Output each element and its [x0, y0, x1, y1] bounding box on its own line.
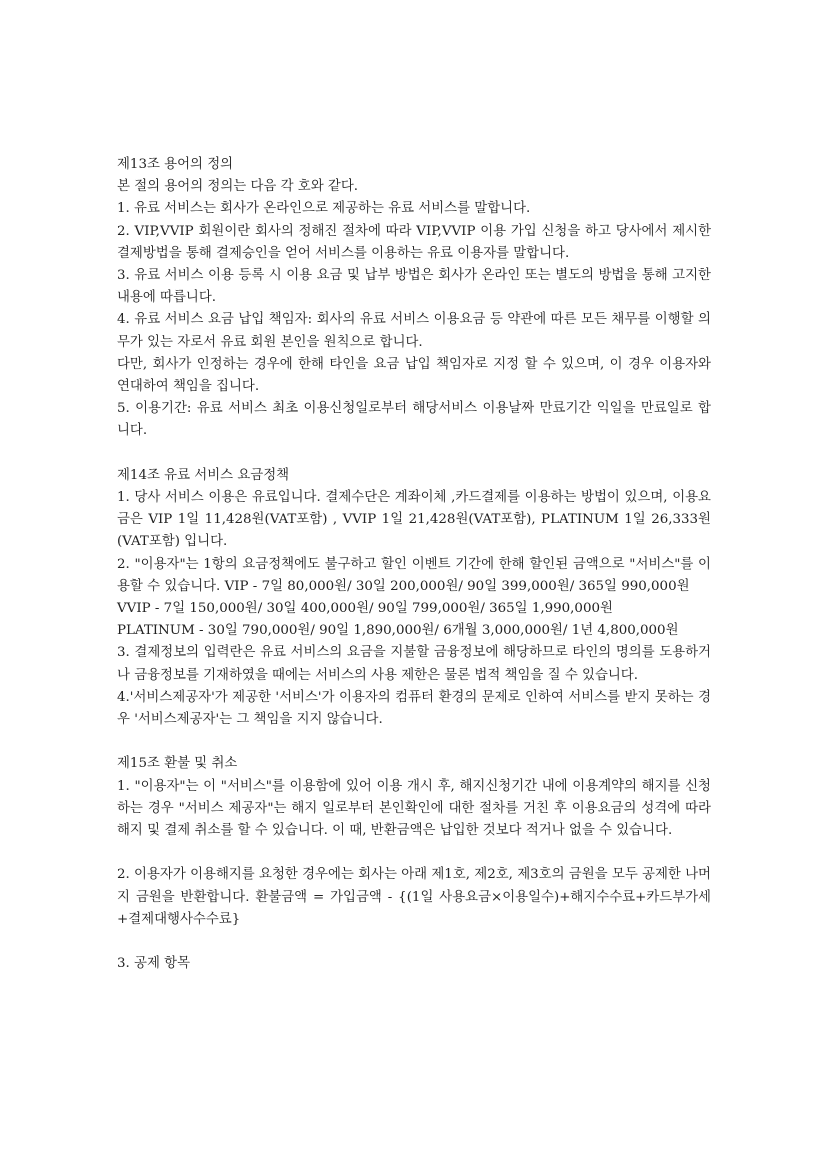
article-13-item-1: 1. 유료 서비스는 회사가 온라인으로 제공하는 유료 서비스를 말합니다. [117, 201, 531, 217]
article-14-item-3: 3. 결제정보의 입력란은 유료 서비스의 요금을 지불할 금융정보에 해당하므로 타인의 명의를 도용하거나 금융정보를 기재하였을 때에는 서비스의 사용 제한은 물론 법적 책임을 질 수 있습니다. [117, 645, 711, 683]
article-14-item-1: 1. 당사 서비스 이용은 유료입니다. 결제수단은 계좌이체 ,카드결제를 이용하는 방법이 있으며, 이용요금은 VIP 1일 11,428원(VAT포함) , VVIP 1일 21,428원(VAT포함), PLATINUM 1일 26,333원(VAT포함) 입니다. [117, 490, 711, 550]
paragraph-spacer [117, 842, 711, 864]
article-13-item-4: 4. 유료 서비스 요금 납입 책임자: 회사의 유료 서비스 이용요금 등 약관에 따른 모든 채무를 이행할 의무가 있는 자로서 유료 회원 본인을 원칙으로 합니다. [117, 312, 711, 350]
article-15-item-3: 3. 공제 항목 [117, 956, 191, 972]
article-15-item-1: 1. "이용자"는 이 "서비스"를 이용함에 있어 이용 개시 후, 해지신청기간 내에 이용계약의 해지를 신청하는 경우 "서비스 제공자"는 해지 일로부터 본인확인에 대한 절차를 거친 후 이용요금의 성격에 따라 해지 및 결제 취소를 할 수 있습니다. 이 때, 반환금액은 납입한 것보다 적거나 없을 수 있습니다. [117, 778, 711, 839]
article-13-item-2: 2. VIP,VVIP 회원이란 회사의 정해진 절차에 따라 VIP,VVIP 이용 가입 신청을 하고 당사에서 제시한 결제방법을 통해 결제승인을 얻어 서비스를 이용하는 유료 이용자를 말합니다. [117, 223, 711, 261]
document-page [117, 154, 711, 975]
article-13-intro: 본 절의 용어의 정의는 다음 각 호와 같다. [117, 179, 359, 195]
section-spacer [117, 443, 711, 465]
article-13-item-4-proviso: 다만, 회사가 인정하는 경우에 한해 타인을 요금 납입 책임자로 지정 할 수 있으며, 이 경우 이용자와 연대하여 책임을 집니다. [117, 356, 711, 395]
section-spacer [117, 731, 711, 753]
article-15-title: 제15조 환불 및 취소 [117, 756, 238, 772]
article-14-title: 제14조 유료 서비스 요금정책 [117, 467, 290, 483]
article-13-item-5: 5. 이용기간: 유료 서비스 최초 이용신청일로부터 해당서비스 이용날짜 만료기간 익일을 만료일로 합니다. [117, 401, 711, 439]
article-14-item-4: 4.'서비스제공자'가 제공한 '서비스'가 이용자의 컴퓨터 환경의 문제로 인하여 서비스를 받지 못하는 경우 '서비스제공자'는 그 책임을 지지 않습니다. [117, 689, 711, 728]
article-14-item-2: 2. "이용자"는 1항의 요금정책에도 불구하고 할인 이벤트 기간에 한해 할인된 금액으로 "서비스"를 이용할 수 있습니다. VIP - 7일 80,000원/ 30일 200,000원/ 90일 399,000원/ 365일 990,000원 [117, 556, 711, 594]
article-15-item-2: 2. 이용자가 이용해지를 요청한 경우에는 회사는 아래 제1호, 제2호, 제3호의 금원을 모두 공제한 나머지 금원을 반환합니다. 환불금액 = 가입금액 - {(1일 사용요금×이용일수)+해지수수료+카드부가세+결제대행사수수료} [117, 867, 711, 927]
article-13-title: 제13조 용어의 정의 [117, 157, 234, 172]
article-14-vvip-prices: VVIP - 7일 150,000원/ 30일 400,000원/ 90일 799,000원/ 365일 1,990,000원 [117, 601, 613, 617]
paragraph-spacer [117, 931, 711, 953]
article-14-platinum-prices: PLATINUM - 30일 790,000원/ 90일 1,890,000원/ 6개월 3,000,000원/ 1년 4,800,000원 [117, 623, 679, 639]
article-13-item-3: 3. 유료 서비스 이용 등록 시 이용 요금 및 납부 방법은 회사가 온라인 또는 별도의 방법을 통해 고지한 내용에 따릅니다. [117, 268, 711, 306]
